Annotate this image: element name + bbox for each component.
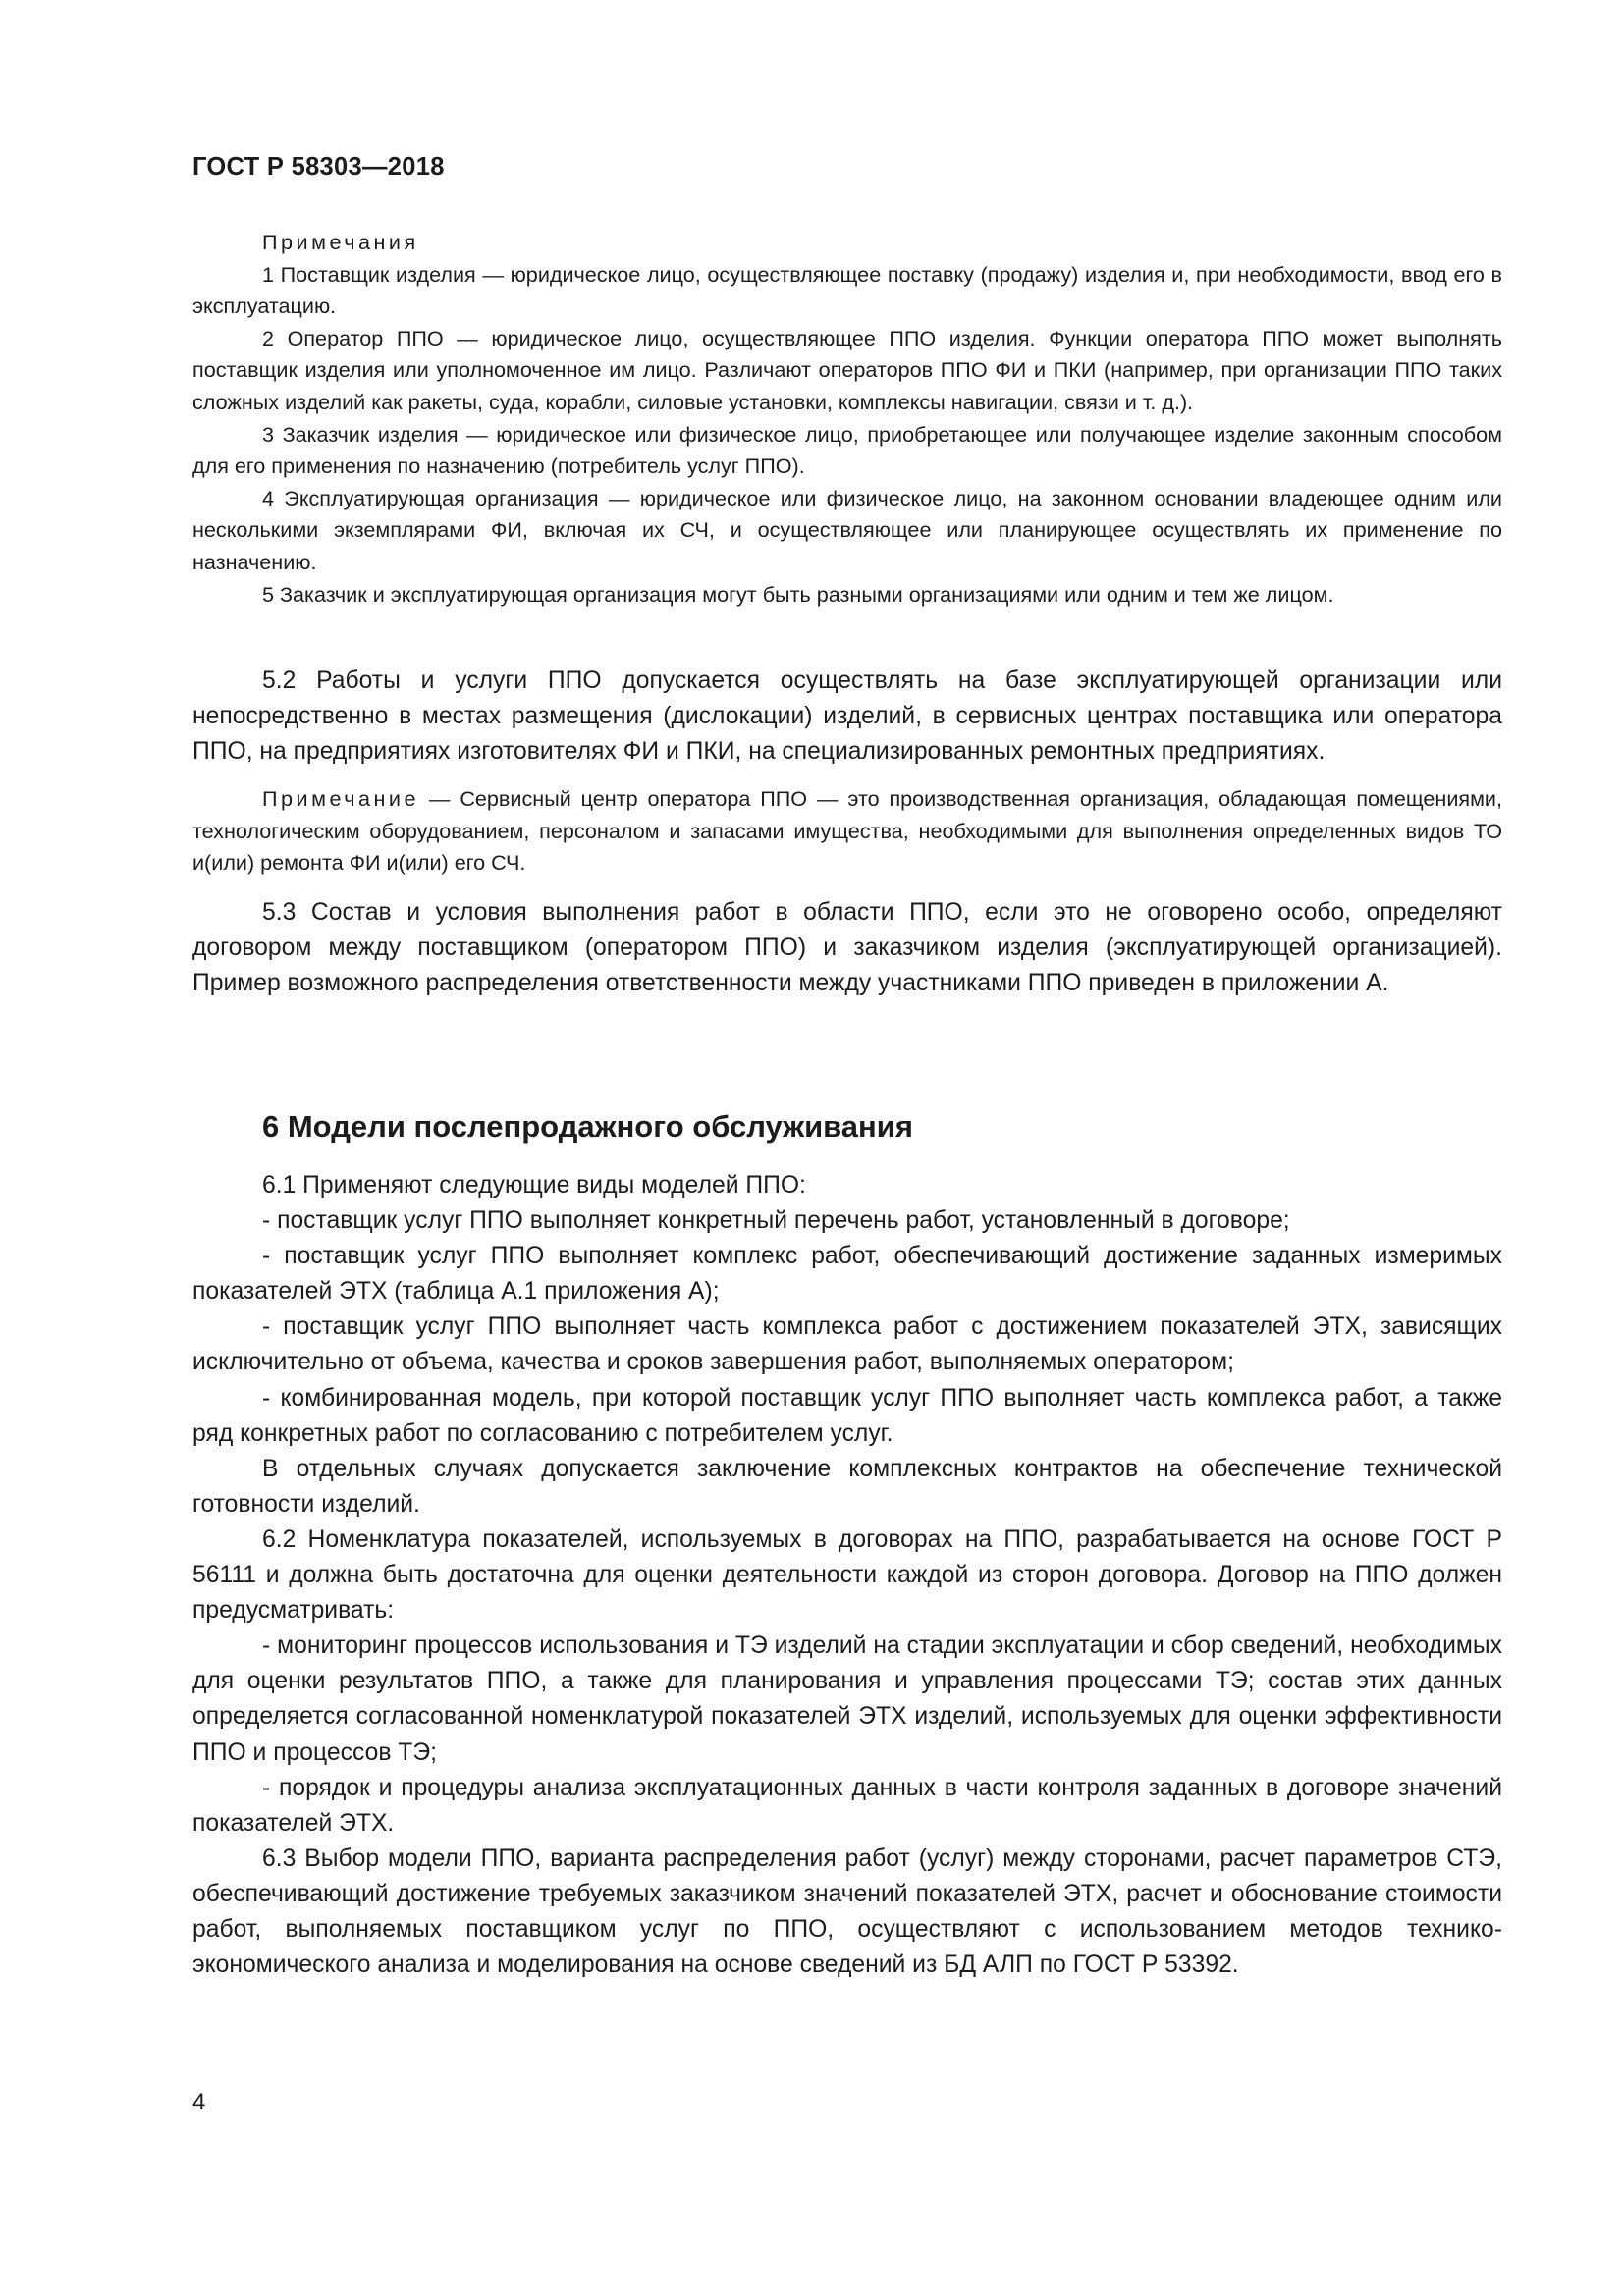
note-item: 2 Оператор ППО — юридическое лицо, осуществляющее ППО изделия. Функции оператора ППО может выполнять поставщик изделия или уполномоченное им лицо. Различают операторов ППО ФИ и ПКИ (например, при организации ППО таких сложных изделий как ракеты, суда, корабли, силовые установки, комплексы навигации, связи и т. д.). — [192, 325, 1502, 414]
paragraph: 6.1 Применяют следующие виды моделей ППО: — [262, 1172, 806, 1199]
list-item: - поставщик услуг ППО выполняет комплекс работ, обеспечивающий достижение заданных измеримых показателей ЭТХ (таблица А.1 приложения А); — [192, 1243, 1502, 1306]
service-center-note — [192, 783, 1502, 880]
section-6 — [192, 1107, 1502, 1983]
paragraph-5-2: 5.2 Работы и услуги ППО допускается осуществлять на базе эксплуатирующей организации или непосредственно в местах размещения (дислокации) изделий, в сервисных центрах поставщика или оператора ППО, на предприятиях изготовителях ФИ и ПКИ, на специализированных ремонтных предприятиях. — [192, 667, 1502, 766]
note-item: 1 Поставщик изделия — юридическое лицо, осуществляющее поставку (продажу) изделия и, при необходимости, ввод его в эксплуатацию. — [192, 261, 1502, 319]
page-number: 4 — [192, 2089, 206, 2115]
list-item: - поставщик услуг ППО выполняет часть комплекса работ с достижением показателей ЭТХ, зависящих исключительно от объема, качества и сроков завершения работ, выполняемых оператором; — [192, 1313, 1502, 1376]
list-item: - мониторинг процессов использования и ТЭ изделий на стадии эксплуатации и сбор сведений, необходимых для оценки результатов ППО, а также для планирования и управления процессами ТЭ; состав этих данных определяется согласованной номенклатурой показателей ЭТХ изделий, используемых для оценки эффективности ППО и процессов ТЭ; — [192, 1632, 1502, 1766]
paragraph: 6.2 Номенклатура показателей, используемых в договорах на ППО, разрабатывается на основе ГОСТ Р 56111 и должна быть достаточна для оценки деятельности каждой из сторон договора. Договор на ППО должен предусматривать: — [192, 1525, 1502, 1625]
list-item: - поставщик услуг ППО выполняет конкретный перечень работ, установленный в договоре; — [262, 1207, 1290, 1235]
note-item: 5 Заказчик и эксплуатирующая организация могут быть разными организациями или одним и тем же лицом. — [262, 581, 1334, 607]
paragraph-5-3: 5.3 Состав и условия выполнения работ в области ППО, если это не оговорено особо, определяют договором между поставщиком (оператором ППО) и заказчиком изделия (эксплуатирующей организацией). Пример возможного распределения ответственности между участниками ППО приведен в приложении А. — [192, 899, 1502, 997]
note-label: Примечание — [262, 786, 419, 812]
notes-title: Примечания — [262, 230, 419, 254]
paragraph: 6.3 Выбор модели ППО, варианта распределения работ (услуг) между сторонами, расчет параметров СТЭ, обеспечивающий достижение требуемых заказчиком значений показателей ЭТХ, расчет и обоснование стоимости работ, выполняемых поставщиком услуг по ППО, осуществляют с использованием методов технико-экономического анализа и моделирования на основе сведений из БД АЛП по ГОСТ Р 53392. — [192, 1844, 1502, 1979]
paragraph: В отдельных случаях допускается заключение комплексных контрактов на обеспечение технической готовности изделий. — [192, 1455, 1502, 1518]
standard-designation: ГОСТ Р 58303—2018 — [192, 153, 445, 181]
note-item: 4 Эксплуатирующая организация — юридическое или физическое лицо, на законном основании владеющее одним или несколькими экземплярами ФИ, включая их СЧ, и осуществляющее или планирующее осуществлять их применение по назначению. — [192, 485, 1502, 574]
list-item: - порядок и процедуры анализа эксплуатационных данных в части контроля заданных в договоре значений показателей ЭТХ. — [192, 1774, 1502, 1837]
note-text: — Сервисный центр оператора ППО — это производственная организация, обладающая помещениями, технологическим оборудованием, персоналом и запасами имущества, необходимыми для выполнения определенных видов ТО и(или) ремонта ФИ и(или) его СЧ. — [192, 786, 1502, 876]
section-5-continued — [192, 664, 1502, 1001]
note-item: 3 Заказчик изделия — юридическое или физическое лицо, приобретающее или получающее изделие законным способом для его применения по назначению (потребитель услуг ППО). — [192, 421, 1502, 479]
section-title: 6 Модели послепродажного обслуживания — [262, 1109, 913, 1144]
list-item: - комбинированная модель, при которой поставщик услуг ППО выполняет часть комплекса работ, а также ряд конкретных работ по согласованию с потребителем услуг. — [192, 1384, 1502, 1447]
notes-block — [192, 227, 1502, 611]
